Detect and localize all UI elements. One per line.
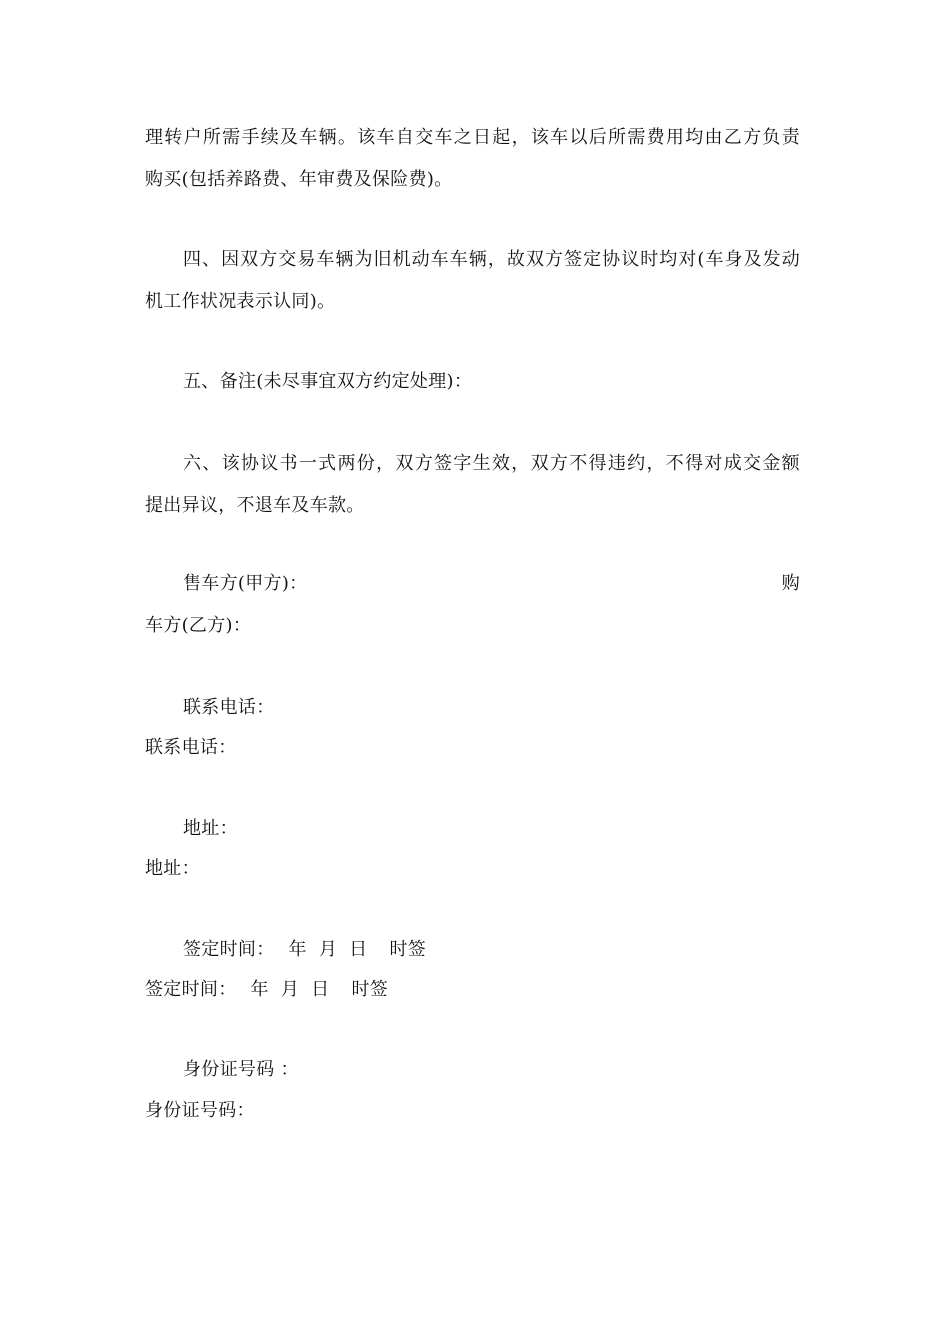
- buyer-address-label: 地址：: [145, 858, 200, 879]
- year-label: 年: [288, 939, 307, 960]
- month-label: 月: [318, 939, 338, 960]
- seller-sign-time: [183, 936, 800, 964]
- paragraph-line: 购买(包括养路费、年审费及保险费)。: [145, 169, 453, 190]
- clause-6-line: 六、该协议书一式两份，双方签字生效，双方不得违约，不得对成交金额: [183, 453, 800, 474]
- buyer-label-start: 购: [781, 573, 800, 594]
- seller-label: 售车方(甲方)：: [183, 573, 308, 594]
- day-label: 日: [311, 979, 330, 1000]
- paragraph-line: 理转户所需手续及车辆。该车自交车之日起，该车以后所需费用均由乙方负责: [145, 127, 800, 148]
- clause-4-line: 机工作状况表示认同)。: [145, 291, 336, 312]
- hour-label: 时签: [389, 939, 427, 960]
- seller-phone-label: 联系电话：: [183, 697, 275, 718]
- clause-6-line: 提出异议，不退车及车款。: [145, 495, 365, 516]
- month-label: 月: [280, 979, 300, 1000]
- year-label: 年: [250, 979, 269, 1000]
- clause-5-line: 五、备注(未尽事宜双方约定处理)：: [183, 371, 473, 392]
- buyer-label-end: 车方(乙方)：: [145, 615, 252, 636]
- seller-address-label: 地址：: [183, 818, 238, 839]
- day-label: 日: [349, 939, 368, 960]
- clause-4-line: 四、因双方交易车辆为旧机动车车辆，故双方签定协议时均对(车身及发动: [183, 249, 800, 270]
- hour-label: 时签: [351, 979, 389, 1000]
- buyer-phone-label: 联系电话：: [145, 737, 237, 758]
- sign-time-label: 签定时间：: [145, 979, 237, 1000]
- party-labels-row: [183, 570, 800, 598]
- sign-time-label: 签定时间：: [183, 939, 275, 960]
- buyer-sign-time: [145, 976, 800, 1004]
- seller-id-label: 身份证号码 ：: [183, 1059, 299, 1080]
- buyer-id-label: 身份证号码：: [145, 1100, 255, 1121]
